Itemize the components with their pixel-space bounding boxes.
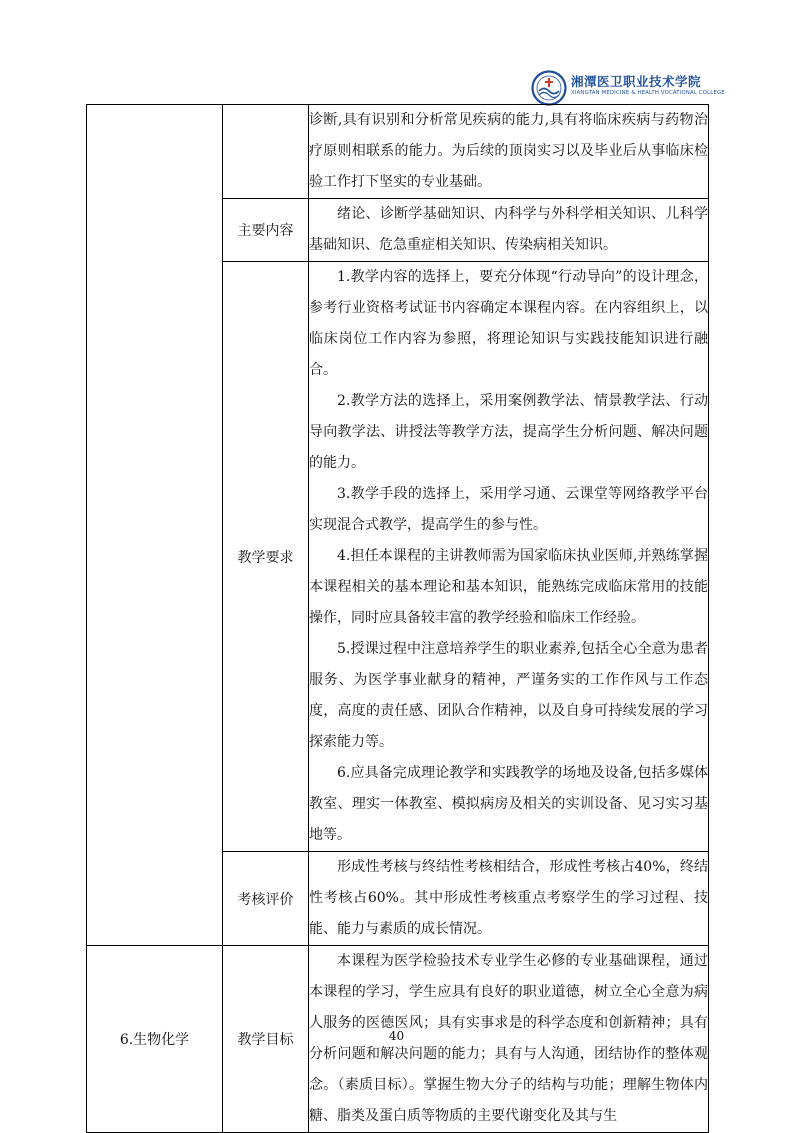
content-cell [309, 262, 709, 852]
label-cell-empty [223, 105, 309, 199]
content-cell [309, 852, 709, 946]
course-name-cell-empty [87, 105, 223, 946]
requirement-paragraph: 2.教学方法的选择上，采用案例教学法、情景教学法、行动导向教学法、讲授法等教学方法，提高学生分析问题、解决问题的能力。 [309, 393, 708, 471]
requirement-paragraph: 1.教学内容的选择上，要充分体现“行动导向”的设计理念，参考行业资格考试证书内容确定本课程内容。在内容组织上，以临床岗位工作内容为参照，将理论知识与实践技能知识进行融合。 [309, 269, 708, 378]
college-logo [531, 68, 725, 108]
row-label: 考核评价 [223, 852, 309, 946]
course-name: 6.生物化学 [87, 946, 223, 1133]
requirement-paragraph: 6.应具备完成理论教学和实践教学的场地及设备,包括多媒体教室、理实一体教室、模拟病房及相关的实训设备、见习实习基地等。 [309, 765, 708, 843]
college-name: 湘潭医卫职业技术学院 [571, 74, 702, 89]
college-emblem-icon [531, 70, 567, 106]
content-text: 形成性考核与终结性考核相结合，形成性考核占40%，终结性考核占60%。其中形成性考核重点考察学生的学习过程、技能、能力与素质的成长情况。 [309, 859, 708, 937]
row-label: 教学要求 [223, 262, 309, 852]
content-text: 本课程为医学检验技术专业学生必修的专业基础课程，通过本课程的学习，学生应具有良好的职业道德，树立全心全意为病人服务的医德医风；具有实事求是的科学态度和创新精神；具有分析问题和解决问题的能力；具有与人沟通，团结协作的整体观念。（素质目标）。掌握生物大分子的结构与功能；理解生物体内糖、脂类及蛋白质等物质的主要代谢变化及其与生 [309, 953, 708, 1124]
requirement-paragraph: 5.授课过程中注意培养学生的职业素养,包括全心全意为患者服务、为医学事业献身的精神，严谨务实的工作作风与工作态度，高度的责任感、团队合作精神，以及自身可持续发展的学习探索能力等。 [309, 641, 708, 750]
page-number: 40 [388, 1029, 405, 1043]
row-label: 主要内容 [223, 199, 309, 262]
row-label: 教学目标 [223, 946, 309, 1133]
course-table [86, 104, 709, 1133]
content-text: 诊断,具有识别和分析常见疾病的能力,具有将临床疾病与药物治疗原则相联系的能力。为后续的顶岗实习以及毕业后从事临床检验工作打下坚实的专业基础。 [309, 112, 708, 190]
content-cell [309, 199, 709, 262]
content-cell [309, 105, 709, 199]
college-name-en: XIANGTAN MEDICINE & HEALTH VOCATIONAL COLLEGE [571, 90, 725, 96]
requirement-paragraph: 4.担任本课程的主讲教师需为国家临床执业医师,并熟练掌握本课程相关的基本理论和基本知识，能熟练完成临床常用的技能操作，同时应具备较丰富的教学经验和临床工作经验。 [309, 548, 708, 626]
content-text: 绪论、诊断学基础知识、内科学与外科学相关知识、儿科学基础知识、危急重症相关知识、传染病相关知识。 [309, 206, 708, 253]
requirement-paragraph: 3.教学手段的选择上，采用学习通、云课堂等网络教学平台实现混合式教学，提高学生的参与性。 [309, 486, 708, 533]
table-row [87, 105, 709, 199]
